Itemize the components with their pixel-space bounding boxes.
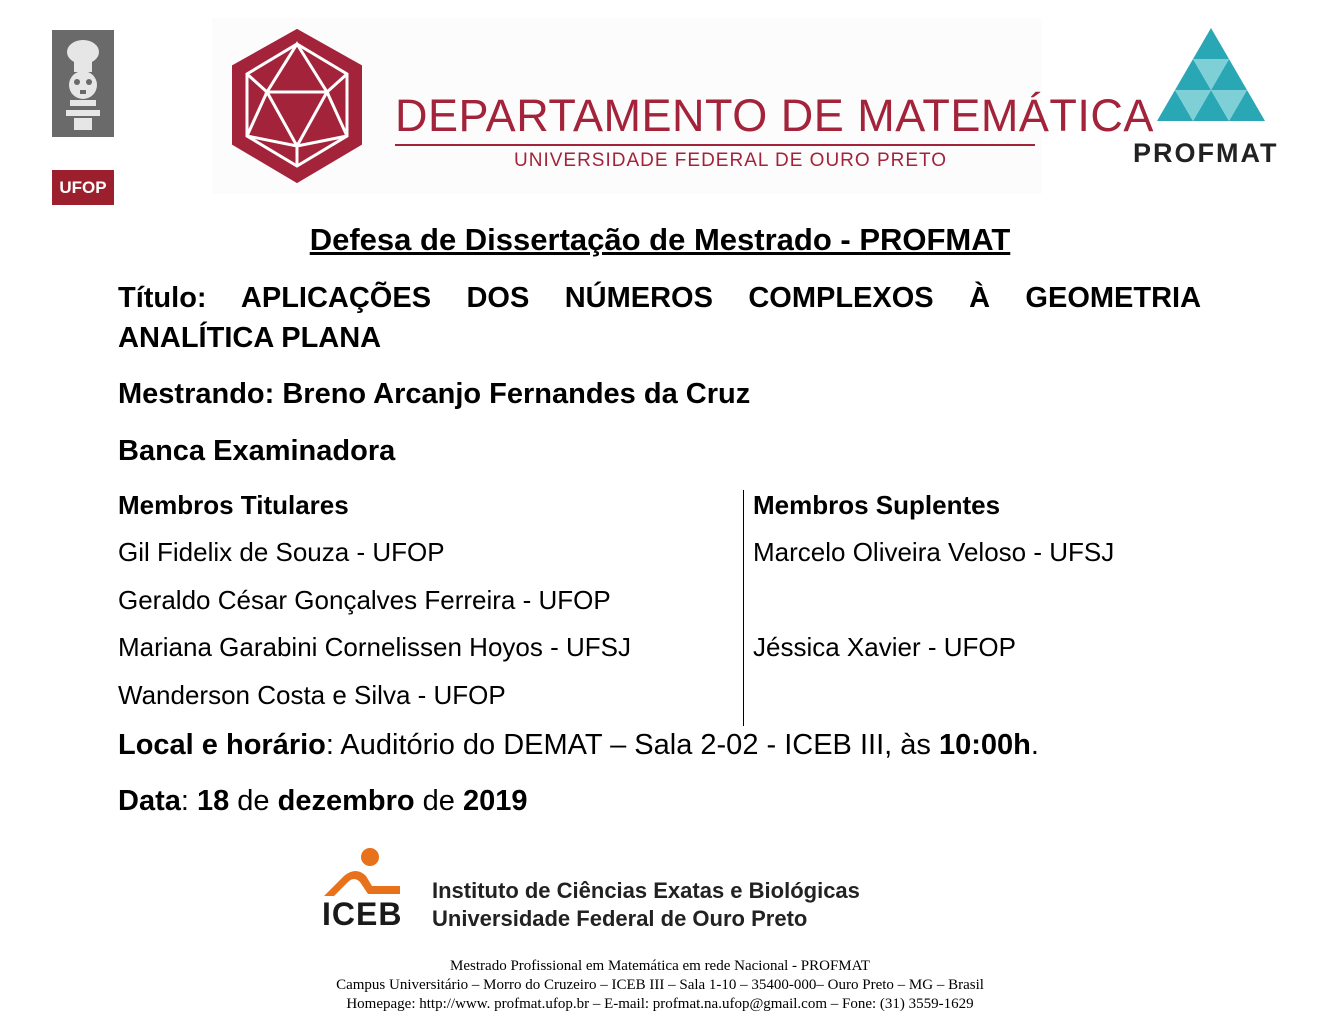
ufop-logo: [52, 30, 114, 197]
ufop-label: UFOP: [52, 170, 114, 205]
iceb-figure-icon: [320, 846, 404, 898]
student-label: Mestrando:: [118, 378, 275, 410]
title-word: GEOMETRIA: [1025, 282, 1202, 314]
date-de: de: [229, 785, 278, 817]
date-sep: :: [180, 785, 197, 817]
ufop-crest-icon: [52, 30, 114, 137]
title-word: APLICAÇÕES: [240, 282, 432, 314]
location-line: [118, 729, 1039, 762]
student-line: [118, 378, 750, 411]
substitute-member: Marcelo Oliveira Veloso - UFSJ: [753, 537, 1115, 567]
title-word: DOS: [466, 282, 530, 314]
title-label: Título:: [118, 282, 207, 314]
location-time: 10:00h: [938, 729, 1031, 761]
column-divider: [743, 490, 744, 726]
university-name: Universidade Federal de Ouro Preto: [432, 906, 808, 931]
date-line: [118, 785, 528, 818]
substitute-members-header: Membros Suplentes: [753, 490, 1001, 520]
date-de: de: [414, 785, 463, 817]
footer-address: Campus Universitário – Morro do Cruzeiro – ICEB III – Sala 1-10 – 35400-000– Ouro Preto – MG – Brasil: [336, 977, 984, 993]
title-line-2: ANALÍTICA PLANA: [118, 322, 382, 354]
titular-member: Mariana Garabini Cornelissen Hoyos - UFSJ: [118, 632, 631, 662]
committee-heading: Banca Examinadora: [118, 435, 396, 467]
footer-program: Mestrado Profissional em Matemática em rede Nacional - PROFMAT: [450, 958, 870, 974]
title-divider: [395, 144, 1035, 146]
department-title: DEPARTAMENTO DE MATEMÁTICA: [395, 90, 1154, 141]
date-label: Data: [118, 785, 181, 817]
titular-member: Geraldo César Gonçalves Ferreira - UFOP: [118, 585, 611, 615]
student-name: Breno Arcanjo Fernandes da Cruz: [282, 378, 751, 410]
substitute-member: Jéssica Xavier - UFOP: [753, 632, 1016, 662]
title-word: À: [969, 282, 991, 314]
date-year: 2019: [462, 785, 528, 817]
title-word: COMPLEXOS: [748, 282, 934, 314]
location-text: : Auditório do DEMAT – Sala 2-02 - ICEB III, às: [325, 729, 939, 761]
profmat-label: PROFMAT: [1133, 138, 1279, 168]
title-line-1: [118, 282, 1201, 315]
date-day: 18: [196, 785, 230, 817]
profmat-triangle-icon: [1157, 28, 1265, 122]
iceb-logo-word: ICEB: [322, 896, 403, 932]
document-heading: Defesa de Dissertação de Mestrado - PROFMAT: [309, 222, 1011, 257]
institute-name: Instituto de Ciências Exatas e Biológicas: [432, 878, 860, 903]
university-subtitle: UNIVERSIDADE FEDERAL DE OURO PRETO: [514, 150, 948, 171]
titular-member: Wanderson Costa e Silva - UFOP: [118, 680, 506, 710]
footer-contact: Homepage: http://www. profmat.ufop.br – E-mail: profmat.na.ufop@gmail.com – Fone: (31) 3559-1629: [346, 996, 974, 1012]
date-month: dezembro: [277, 785, 415, 817]
titular-member: Gil Fidelix de Souza - UFOP: [118, 537, 445, 567]
location-end: .: [1030, 729, 1039, 761]
demat-icosahedron-icon: [227, 26, 367, 186]
location-label: Local e horário: [118, 729, 326, 761]
titular-members-header: Membros Titulares: [118, 490, 349, 520]
title-word: NÚMEROS: [564, 282, 713, 314]
